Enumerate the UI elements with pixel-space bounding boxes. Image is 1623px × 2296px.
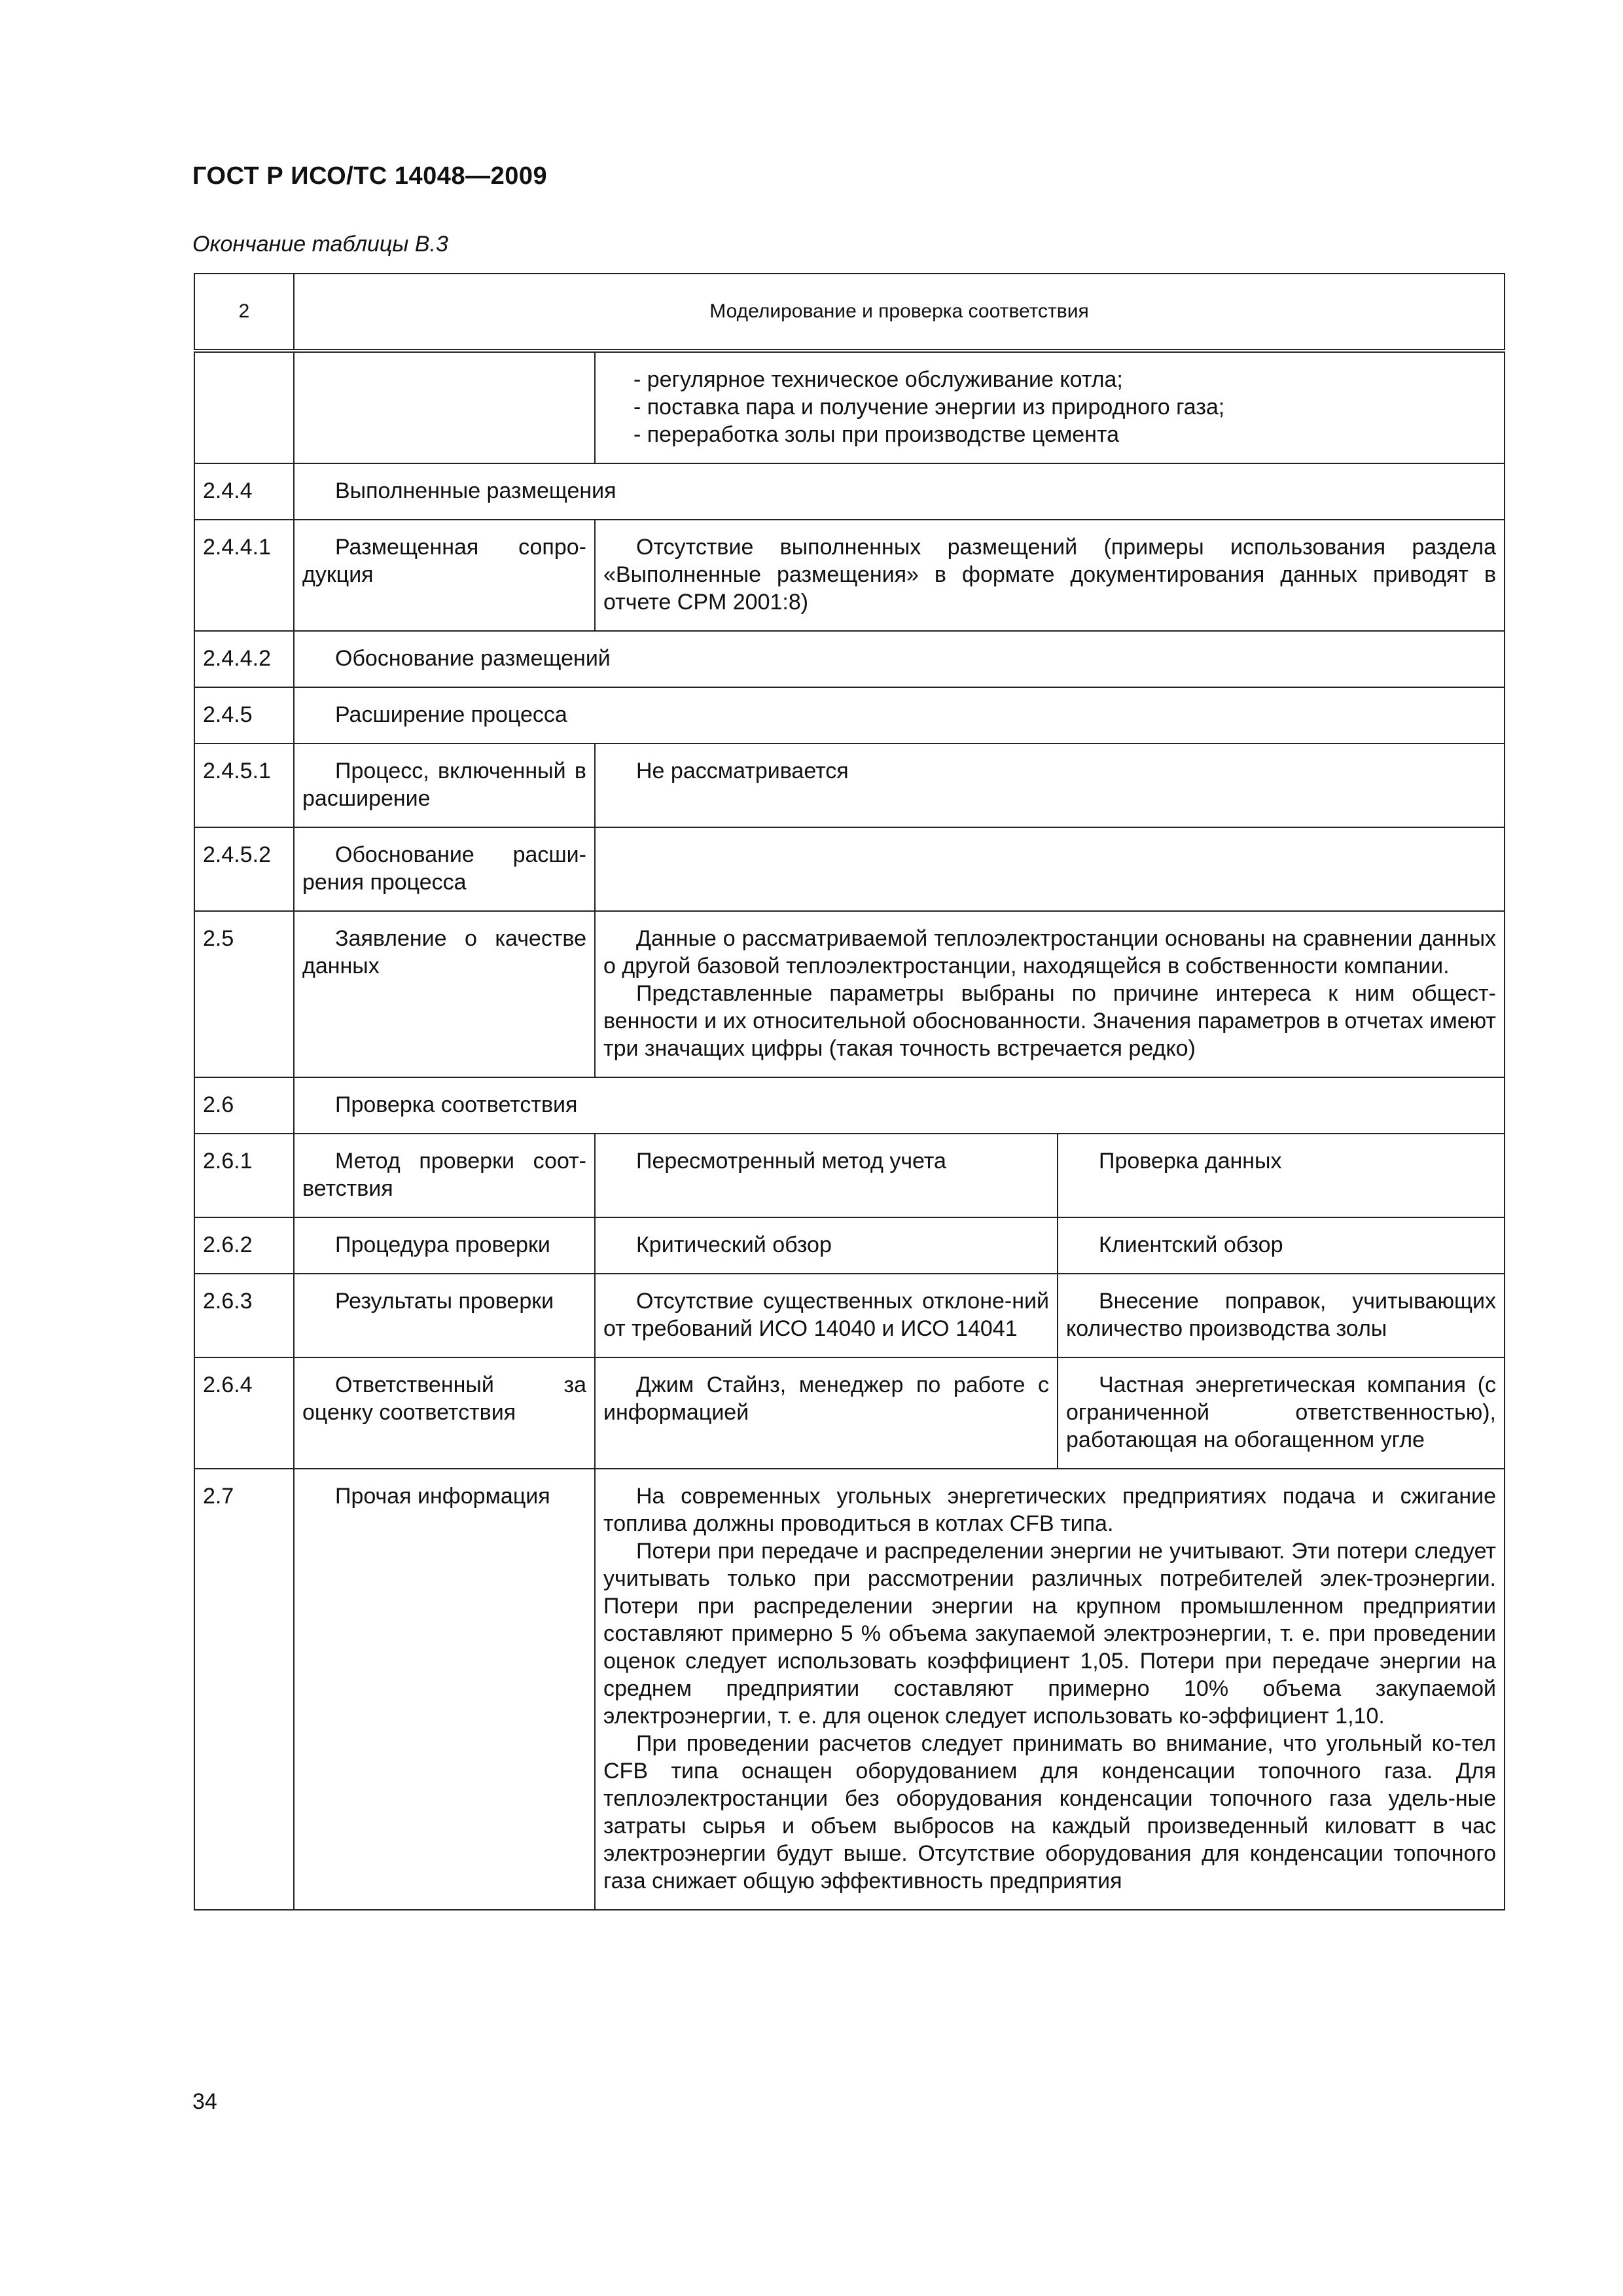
row-name: Прочая информация — [294, 1469, 595, 1910]
row-number: 2.6.4 — [194, 1357, 294, 1469]
list-item: - поставка пара и получение энергии из природного газа; — [633, 395, 1225, 420]
row-number: 2.6 — [194, 1077, 294, 1134]
header-num: 2 — [194, 274, 294, 351]
row-number: 2.6.3 — [194, 1274, 294, 1357]
row-number: 2.6.1 — [194, 1134, 294, 1217]
table-row — [194, 1274, 1505, 1357]
row-value — [595, 911, 1505, 1077]
table-header-row — [194, 274, 1505, 351]
row-value: Проверка данных — [1058, 1134, 1505, 1217]
table-row — [194, 1357, 1505, 1469]
list-item: - регулярное техническое обслуживание котла; — [633, 367, 1123, 392]
table-row — [194, 1077, 1505, 1134]
table-row — [194, 911, 1505, 1077]
table-row — [194, 463, 1505, 520]
row-number: 2.4.5 — [194, 687, 294, 744]
row-name: Заявление о качестве данных — [294, 911, 595, 1077]
header-title: Моделирование и проверка соответствия — [294, 274, 1505, 351]
paragraph: Потери при передаче и распределении энергии не учитывают. Эти потери следует учитывать только при рассмотрении различных потребителей элек-троэнергии. Потери при распределении энергии на крупном промышленном предприятии составляют примерно 5 % объема закупаемой электроэнергии, т. е. при проведении оценок следует использовать коэффициент 1,05. Потери при передаче энергии на среднем предприятии составляют примерно 10% объема закупаемой электроэнергии, т. е. для оценок следует использовать ко-эффициент 1,10. — [603, 1539, 1497, 1729]
row-value: Частная энергетическая компания (с ограниченной ответственностью), работающая на обогащенном угле — [1058, 1357, 1505, 1469]
row-value: Не рассматривается — [595, 744, 1505, 827]
row-number: 2.5 — [194, 911, 294, 1077]
row-number: 2.4.4 — [194, 463, 294, 520]
row-value: Джим Стайнз, менеджер по работе с информацией — [595, 1357, 1058, 1469]
row-value: Критический обзор — [595, 1217, 1058, 1274]
row-name: Метод проверки соот-ветствия — [294, 1134, 595, 1217]
data-table — [194, 273, 1505, 1910]
row-number: 2.4.5.2 — [194, 827, 294, 911]
continued-list — [595, 351, 1505, 463]
row-name: Расширение процесса — [294, 687, 1505, 744]
row-value: Отсутствие выполненных размещений (примеры использования раздела «Выполненные размещения» в формате документирования данных приводят в отчете CPM 2001:8) — [595, 520, 1505, 631]
table-row — [194, 1469, 1505, 1910]
row-number: 2.4.4.1 — [194, 520, 294, 631]
row-name: Процесс, включенный в расширение — [294, 744, 595, 827]
row-name: Проверка соответствия — [294, 1077, 1505, 1134]
page-number: 34 — [192, 2089, 217, 2114]
table-row — [194, 520, 1505, 631]
row-number: 2.4.5.1 — [194, 744, 294, 827]
row-name: Обоснование расши-рения процесса — [294, 827, 595, 911]
row-number: 2.7 — [194, 1469, 294, 1910]
document-title: ГОСТ Р ИСО/ТС 14048—2009 — [192, 162, 548, 190]
row-name: Ответственный за оценку соответствия — [294, 1357, 595, 1469]
paragraph: Данные о рассматриваемой теплоэлектростанции основаны на сравнении данных о другой базовой теплоэлектростанции, находящейся в собственности компании. — [603, 926, 1497, 978]
row-number: 2.6.2 — [194, 1217, 294, 1274]
table-caption: Окончание таблицы В.3 — [192, 232, 448, 257]
table-row — [194, 1217, 1505, 1274]
row-value: Внесение поправок, учитывающих количество производства золы — [1058, 1274, 1505, 1357]
row-name: Выполненные размещения — [294, 463, 1505, 520]
table-row — [194, 1134, 1505, 1217]
table-row — [194, 744, 1505, 827]
paragraph: При проведении расчетов следует принимать во внимание, что угольный ко-тел CFB типа оснащен оборудованием для конденсации топочного газа. Для теплоэлектростанции без оборудования конденсации топочного газа удель-ные затраты сырья и объем выбросов на каждый произведенный киловатт в час электроэнергии будут выше. Отсутствие оборудования для конденсации топочного газа снижает общую эффективность предприятия — [603, 1731, 1497, 1893]
row-name: Обоснование размещений — [294, 631, 1505, 687]
row-number: 2.4.4.2 — [194, 631, 294, 687]
table-row — [194, 631, 1505, 687]
row-name: Размещенная сопро-дукция — [294, 520, 595, 631]
list-item: - переработка золы при производстве цемента — [633, 422, 1120, 447]
row-value: Пересмотренный метод учета — [595, 1134, 1058, 1217]
paragraph: Представленные параметры выбраны по причине интереса к ним общест-венности и их относительной обоснованности. Значения параметров в отчетах имеют три значащих цифры (такая точность встречается редко) — [603, 981, 1497, 1061]
paragraph: На современных угольных энергетических предприятиях подача и сжигание топлива должны проводиться в котлах CFB типа. — [603, 1484, 1497, 1536]
row-value — [595, 1469, 1505, 1910]
row-value: Отсутствие существенных отклоне-ний от требований ИСО 14040 и ИСО 14041 — [595, 1274, 1058, 1357]
row-name: Результаты проверки — [294, 1274, 595, 1357]
row-name: Процедура проверки — [294, 1217, 595, 1274]
table-row — [194, 687, 1505, 744]
row-value: Клиентский обзор — [1058, 1217, 1505, 1274]
table-row — [194, 827, 1505, 911]
table-row — [194, 351, 1505, 463]
